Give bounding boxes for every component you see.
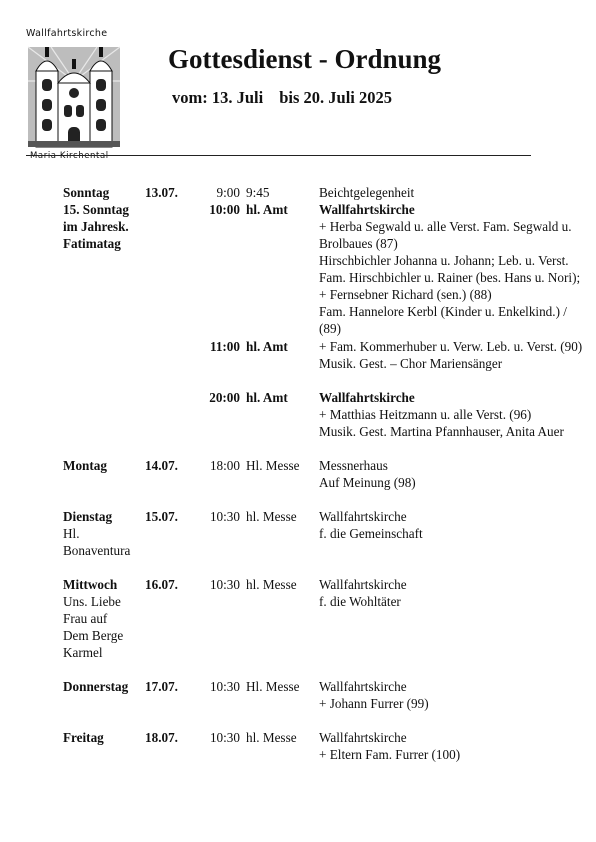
day-note: Hl.	[63, 526, 80, 541]
service-details	[319, 389, 589, 440]
service-place: Wallfahrtskirche	[319, 202, 415, 217]
service-type: hl. Messe	[246, 509, 297, 524]
service-type: hl. Amt	[246, 339, 288, 354]
service-intention: f. die Gemeinschaft	[319, 526, 423, 541]
service-type: hl. Amt	[246, 390, 288, 405]
service-place: Messnerhaus	[319, 458, 388, 473]
service-type: Hl. Messe	[246, 679, 300, 694]
day-date: 16.07.	[145, 577, 178, 592]
day-date: 13.07.	[145, 185, 178, 200]
service-type: 9:45	[246, 185, 270, 200]
service-place: Wallfahrtskirche	[319, 509, 407, 524]
service-type: Hl. Messe	[246, 458, 300, 473]
day-label	[63, 508, 145, 559]
service-type: hl. Amt	[246, 202, 288, 217]
day-date: 15.07.	[145, 509, 178, 524]
church-illustration	[28, 41, 120, 149]
service-details	[319, 508, 589, 542]
service-intention: + Fam. Kommerhuber u. Verw. Leb. u. Verst. (90)	[319, 339, 583, 354]
day-name: Mittwoch	[63, 577, 118, 592]
service-details	[319, 678, 589, 712]
service-intention: + Eltern Fam. Furrer (100)	[319, 747, 461, 762]
service-details	[319, 338, 589, 372]
day-note: Fatimatag	[63, 236, 121, 251]
day-note: Karmel	[63, 645, 103, 660]
service-time: 10:30	[209, 509, 240, 524]
service-time: 10:30	[209, 679, 240, 694]
day-label	[63, 678, 145, 695]
service-time: 20:00	[209, 390, 240, 405]
day-date: 14.07.	[145, 458, 178, 473]
day-name: Donnerstag	[63, 679, 129, 694]
service-place: Wallfahrtskirche	[319, 730, 407, 745]
day-name: Dienstag	[63, 509, 113, 524]
church-logo	[26, 28, 122, 162]
day-label	[63, 184, 145, 252]
service-place: Wallfahrtskirche	[319, 577, 407, 592]
service-intention: + Herba Segwald u. alle Verst. Fam. Segwald u. Brolbaues (87)	[319, 219, 572, 251]
date-range	[172, 88, 392, 108]
service-time: 11:00	[209, 339, 240, 354]
service-intention: Hirschbichler Johanna u. Johann; Leb. u. Verst. Fam. Hirschbichler u. Rainer (bes. Hans u. Nori); + Fernsebner Richard (sen.) (88)	[319, 253, 581, 302]
service-intention: + Matthias Heitzmann u. alle Verst. (96)	[319, 407, 532, 422]
service-details	[319, 729, 589, 763]
day-name: Freitag	[63, 730, 104, 745]
day-note: im Jahresk.	[63, 219, 129, 234]
service-intention: + Johann Furrer (99)	[319, 696, 429, 711]
service-time: 10:00	[209, 202, 240, 217]
service-time: 10:30	[209, 730, 240, 745]
day-note: Bonaventura	[63, 543, 131, 558]
service-details	[319, 457, 589, 491]
day-label	[63, 729, 145, 746]
service-desc: Beichtgelegenheit	[319, 185, 415, 200]
day-date: 18.07.	[145, 730, 178, 745]
service-place: Wallfahrtskirche	[319, 679, 407, 694]
service-intention: Auf Meinung (98)	[319, 475, 416, 490]
day-note: Dem Berge	[63, 628, 124, 643]
service-intention: Fam. Hannelore Kerbl (Kinder u. Enkelkind.) / (89)	[319, 304, 567, 336]
service-music: Musik. Gest. – Chor Mariensänger	[319, 356, 503, 371]
service-time: 10:30	[209, 577, 240, 592]
service-time: 9:00	[216, 185, 240, 200]
day-date: 17.07.	[145, 679, 178, 694]
date-range-to: bis 20. Juli 2025	[279, 88, 392, 107]
day-label	[63, 457, 145, 474]
service-intention: f. die Wohltäter	[319, 594, 401, 609]
service-type: hl. Messe	[246, 577, 297, 592]
service-time: 18:00	[209, 458, 240, 473]
service-place: Wallfahrtskirche	[319, 390, 415, 405]
day-note: Frau auf	[63, 611, 108, 626]
service-details	[319, 201, 589, 337]
header-divider	[26, 155, 531, 156]
logo-caption-bottom: Maria Kirchental	[30, 151, 109, 161]
day-label	[63, 576, 145, 661]
service-details	[319, 576, 589, 610]
page-title: Gottesdienst - Ordnung	[168, 44, 442, 74]
date-range-from: vom: 13. Juli	[172, 88, 264, 107]
day-name: Montag	[63, 458, 107, 473]
day-note: Uns. Liebe	[63, 594, 121, 609]
day-name: Sonntag	[63, 185, 110, 200]
day-note: 15. Sonntag	[63, 202, 129, 217]
service-type: hl. Messe	[246, 730, 297, 745]
logo-caption-top: Wallfahrtskirche	[26, 28, 108, 39]
service-music: Musik. Gest. Martina Pfannhauser, Anita Auer	[319, 424, 564, 439]
